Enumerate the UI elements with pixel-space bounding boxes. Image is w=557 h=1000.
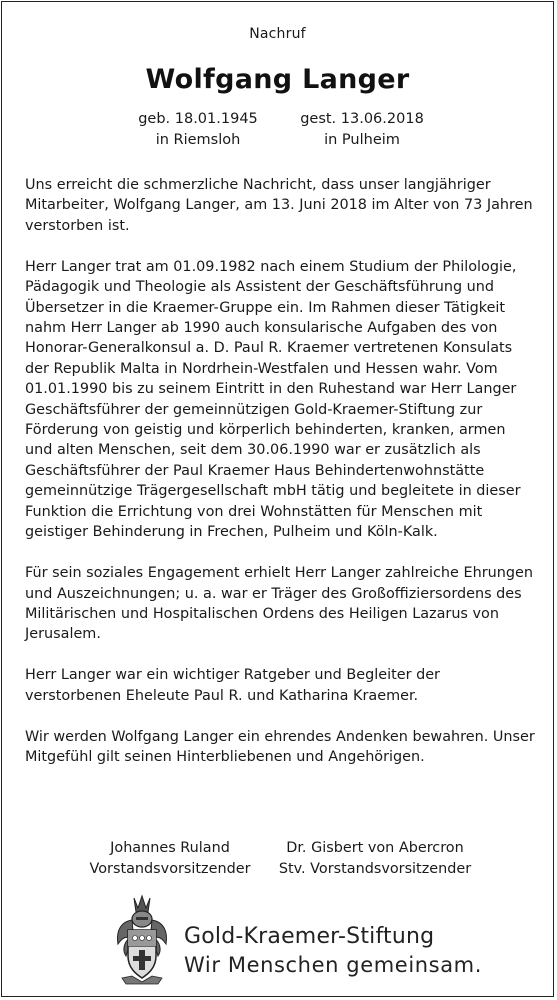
- body-paragraph: Herr Langer war ein wichtiger Ratgeber und Begleiter der verstorbenen Eheleute Paul R. und Katharina Kraemer.: [25, 667, 440, 704]
- body-paragraph: Wir werden Wolfgang Langer ein ehrendes Andenken bewahren. Unser Mitgefühl gilt seinen Hinterbliebenen und Angehörigen.: [25, 728, 535, 766]
- notice-type-label: Nachruf: [249, 26, 306, 42]
- signer-name: Dr. Gisbert von Abercron: [286, 840, 464, 856]
- birth-date: geb. 18.01.1945: [138, 111, 258, 127]
- obituary-body: [25, 175, 547, 788]
- death-place: in Pulheim: [324, 132, 400, 148]
- body-paragraph: Uns erreicht die schmerzliche Nachricht, dass unser langjähriger Mitarbeiter, Wolfgang Langer, am 13. Juni 2018 im Alter von 73 Jahren verstorben ist.: [25, 177, 533, 234]
- deceased-name: Wolfgang Langer: [145, 64, 410, 95]
- coat-of-arms-icon: [112, 894, 172, 986]
- signer-name: Johannes Ruland: [110, 840, 230, 856]
- signature-left: [80, 838, 260, 880]
- death-info: [282, 109, 442, 151]
- birth-info: [118, 109, 278, 151]
- signer-role: Stv. Vorstandsvorsitzender: [278, 861, 472, 877]
- signer-role: Vorstandsvorsitzender: [89, 861, 251, 877]
- signature-right: [270, 838, 480, 880]
- organization-name: Gold-Kraemer-Stiftung: [184, 924, 435, 949]
- body-paragraph: Herr Langer trat am 01.09.1982 nach einem Studium der Philologie, Pädagogik und Theologie als Assistent der Geschäftsführung und Übersetzer in die Kraemer-Gruppe ein. Im Rahmen dieser Tätigkeit nahm Herr Langer ab 1990 auch konsularische Aufgaben des von Honorar-Generalkonsul a. D. Paul R. Kraemer vertretenen Konsulats der Republik Malta in Nordrhein-Westfalen und Hessen wahr. Vom 01.01.1990 bis zu seinem Eintritt in den Ruhestand war Herr Langer Geschäftsführer der gemeinnützigen Gold-Kraemer-Stiftung zur Förderung von geistig und körperlich behinderten, kranken, armen und alten Menschen, seit dem 30.06.1990 war er zusätzlich als Geschäftsführer der Paul Kraemer Haus Behindertenwohnstätte gemeinnützige Trägergesellschaft mbH tätig und begleitete in dieser Funktion die Errichtung von drei Wohnstätten für Menschen mit geistiger Behinderung in Frechen, Pulheim und Köln-Kalk.: [25, 258, 521, 541]
- birth-place: in Riemsloh: [155, 132, 241, 148]
- foundation-logo: [112, 894, 483, 990]
- organization-slogan: Wir Menschen gemeinsam.: [184, 953, 483, 977]
- obituary-notice: [1, 1, 554, 997]
- death-date: gest. 13.06.2018: [300, 111, 424, 127]
- body-paragraph: Für sein soziales Engagement erhielt Herr Langer zahlreiche Ehrungen und Auszeichnungen; u. a. war er Träger des Großoffiziersordens des Militärischen und Hospitalischen Ordens des Heiligen Lazarus von Jerusalem.: [25, 565, 533, 643]
